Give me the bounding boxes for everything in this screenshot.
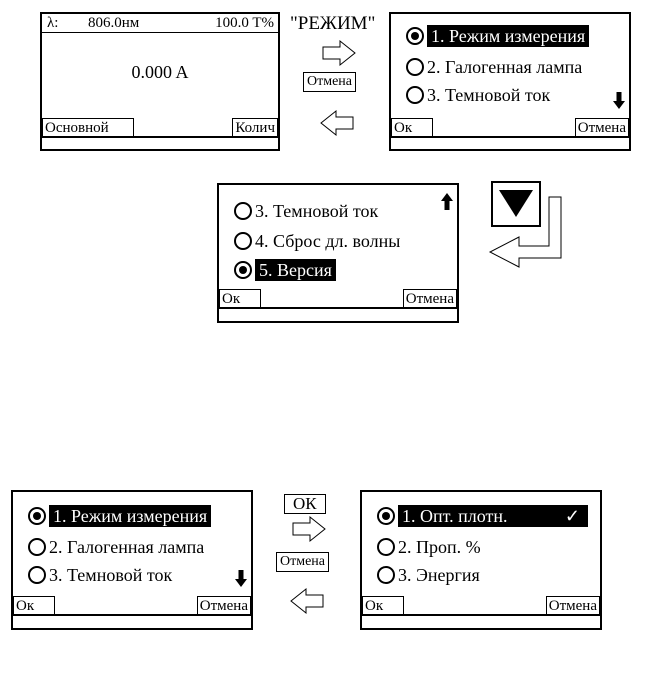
softkey-ok[interactable]: Ок (219, 289, 261, 308)
softkey-cancel[interactable]: Отмена (197, 596, 251, 615)
radio-selected-icon (377, 507, 395, 525)
status-bar (42, 14, 278, 33)
menu-option-label: 3. Темновой ток (255, 201, 379, 221)
menu-option-label: 3. Темновой ток (49, 565, 173, 585)
radio-icon (234, 232, 252, 250)
cancel-key-label: Отмена (276, 552, 329, 572)
softkey-divider (42, 136, 278, 138)
menu-option-label: 1. Режим измерения (427, 25, 589, 47)
mode-key-label: "РЕЖИМ" (290, 13, 376, 34)
main-screen (40, 12, 280, 151)
radio-selected-icon (234, 261, 252, 279)
wavelength-label: λ: (47, 15, 59, 31)
softkey-divider (219, 307, 457, 309)
softkey-cancel[interactable]: Отмена (575, 118, 629, 137)
radio-icon (377, 566, 395, 584)
menu-option[interactable] (406, 25, 589, 47)
menu-option-label: 3. Энергия (398, 565, 480, 585)
measurement-mode-screen (360, 490, 602, 630)
softkey-ok[interactable]: Ок (391, 118, 433, 137)
radio-icon (406, 86, 424, 104)
ok-key-label: ОК (284, 494, 326, 514)
softkey-ok[interactable]: Ок (362, 596, 404, 615)
menu-option[interactable] (377, 536, 481, 558)
radio-icon (28, 566, 46, 584)
mode-menu-scrolled-screen (217, 183, 459, 323)
softkey-cancel[interactable]: Отмена (403, 289, 457, 308)
arrow-left-icon (290, 588, 324, 614)
softkey-ok[interactable]: Ок (13, 596, 55, 615)
radio-icon (377, 538, 395, 556)
menu-option[interactable] (234, 230, 400, 252)
bent-arrow-left-icon (489, 196, 565, 272)
scroll-up-icon (441, 193, 453, 211)
menu-option[interactable] (406, 56, 582, 78)
radio-icon (28, 538, 46, 556)
cancel-key-label: Отмена (303, 72, 356, 92)
softkey-cancel[interactable]: Отмена (546, 596, 600, 615)
menu-option-label (398, 505, 588, 527)
menu-option-text: 1. Опт. плотн. (402, 506, 508, 526)
checkmark-icon: ✓ (564, 506, 580, 526)
softkey-main[interactable]: Основной (42, 118, 134, 137)
menu-option[interactable] (377, 564, 480, 586)
menu-option-label: 4. Сброс дл. волны (255, 231, 401, 251)
scroll-down-icon (235, 570, 247, 588)
menu-option-label: 2. Галогенная лампа (427, 57, 583, 77)
mode-menu-screen (389, 12, 631, 151)
softkey-quantity[interactable]: Колич (232, 118, 278, 137)
arrow-right-icon (292, 516, 326, 542)
menu-option[interactable] (234, 200, 378, 222)
radio-selected-icon (406, 27, 424, 45)
menu-option-label: 5. Версия (255, 259, 336, 281)
mode-readout: 100.0 T% (215, 15, 274, 31)
radio-icon (234, 202, 252, 220)
menu-option[interactable] (406, 84, 550, 106)
wavelength-value: 806.0нм (88, 15, 140, 31)
scroll-down-icon (613, 92, 625, 110)
radio-icon (406, 58, 424, 76)
absorbance-reading: 0.000 A (131, 62, 189, 82)
radio-selected-icon (28, 507, 46, 525)
softkey-divider (13, 614, 251, 616)
menu-option[interactable] (28, 536, 204, 558)
menu-option[interactable] (377, 505, 588, 527)
menu-option[interactable] (28, 564, 172, 586)
menu-option-label: 2. Галогенная лампа (49, 537, 205, 557)
menu-option-label: 2. Проп. % (398, 537, 481, 557)
menu-option-label: 1. Режим измерения (49, 505, 211, 527)
menu-option-label: 3. Темновой ток (427, 85, 551, 105)
arrow-right-icon (322, 40, 356, 66)
menu-option[interactable] (28, 505, 211, 527)
menu-option[interactable] (234, 259, 336, 281)
arrow-left-icon (320, 110, 354, 136)
softkey-divider (362, 614, 600, 616)
mode-menu-screen-2 (11, 490, 253, 630)
softkey-divider (391, 136, 629, 138)
